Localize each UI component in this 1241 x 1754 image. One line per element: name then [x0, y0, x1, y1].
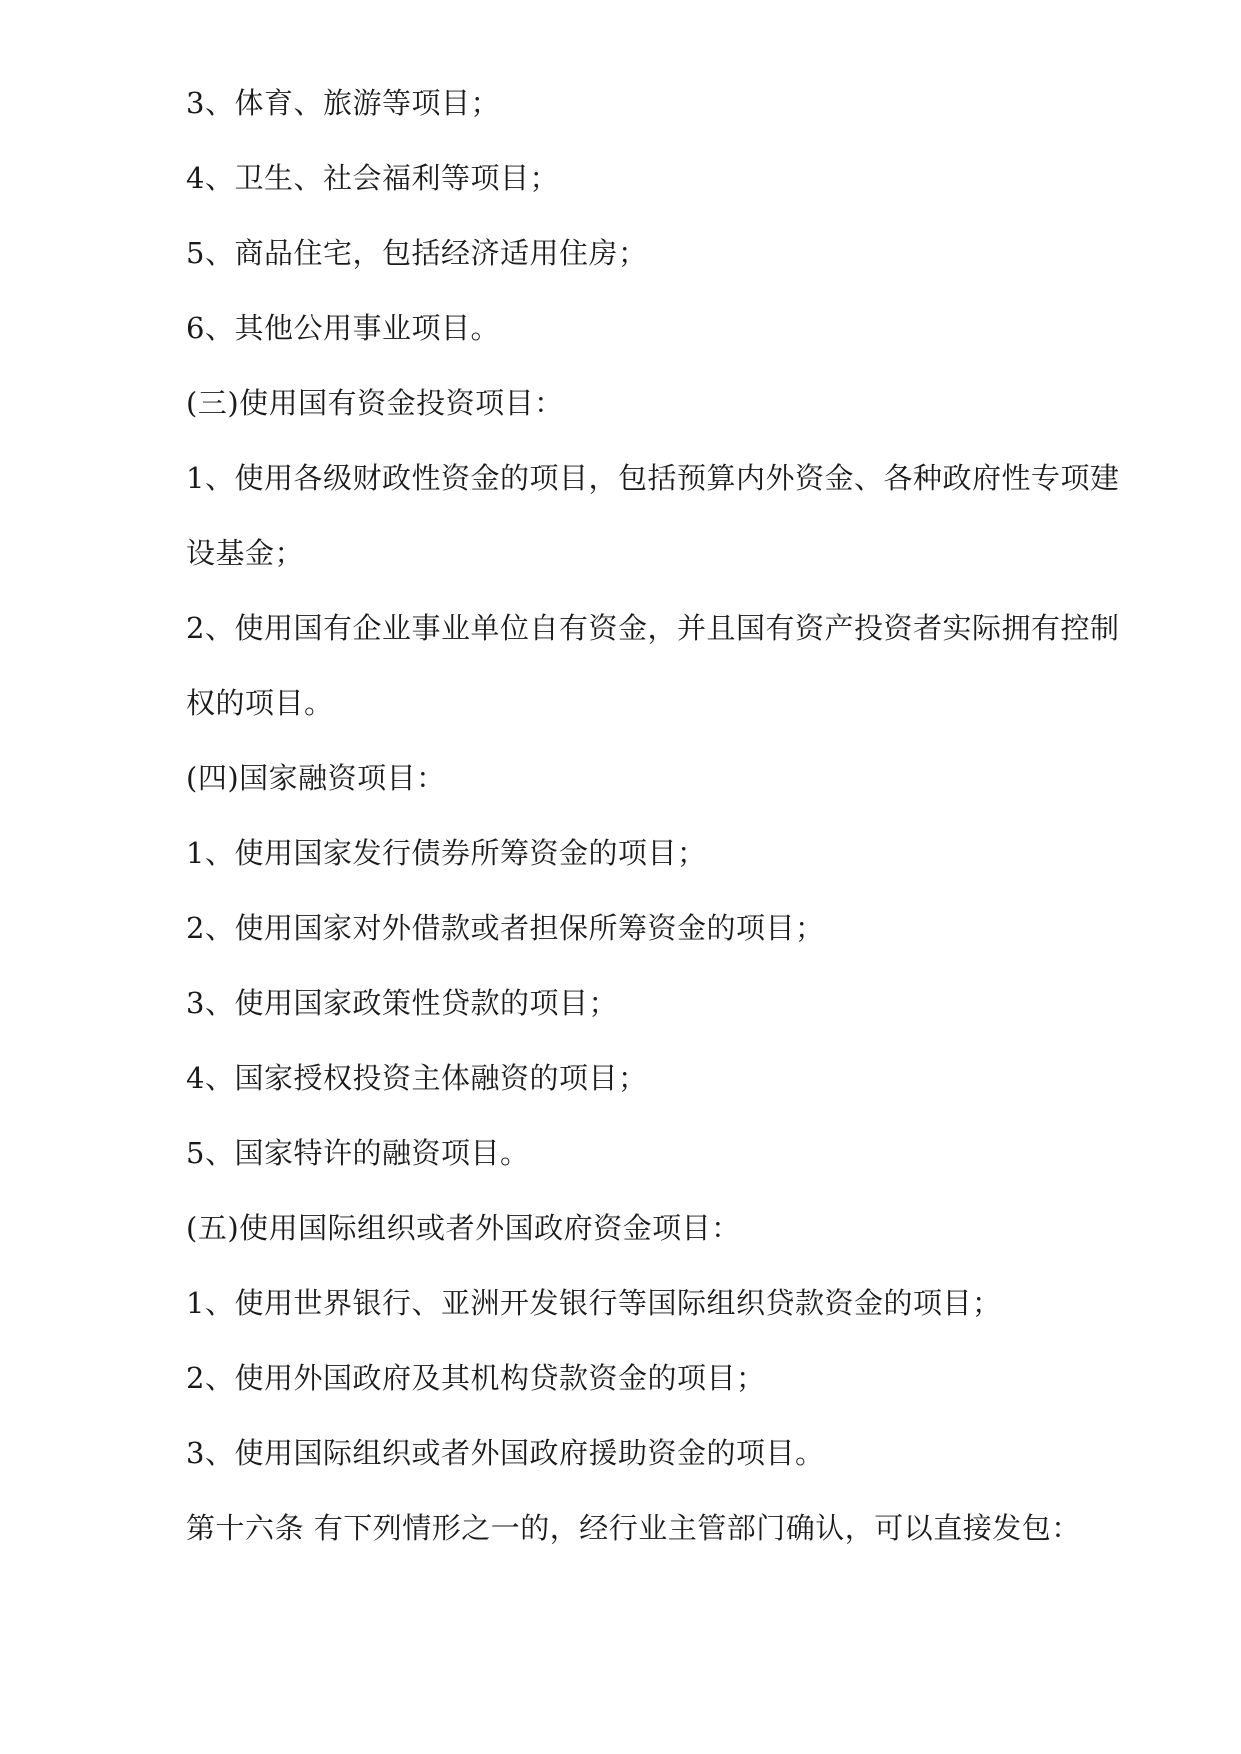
section-heading-international-funds: (五)使用国际组织或者外国政府资金项目：: [186, 1211, 741, 1245]
section-heading-state-funds: (三)使用国有资金投资项目：: [186, 386, 564, 420]
list-item-franchise: 5、国家特许的融资项目。: [186, 1136, 530, 1170]
list-item-sports-tourism: 3、体育、旅游等项目；: [186, 86, 500, 120]
list-item-world-bank: 1、使用世界银行、亚洲开发银行等国际组织贷款资金的项目；: [186, 1286, 1002, 1320]
list-item-authorized-entity: 4、国家授权投资主体融资的项目；: [186, 1061, 648, 1095]
list-item-aid-funds: 3、使用国际组织或者外国政府援助资金的项目。: [186, 1436, 825, 1470]
list-item-bonds: 1、使用国家发行债券所筹资金的项目；: [186, 836, 707, 870]
article-sixteen: 第十六条 有下列情形之一的，经行业主管部门确认，可以直接发包：: [186, 1511, 1081, 1545]
list-item-foreign-government-loans: 2、使用外国政府及其机构贷款资金的项目；: [186, 1361, 766, 1395]
list-item-foreign-loans: 2、使用国家对外借款或者担保所筹资金的项目；: [186, 911, 825, 945]
list-item-other-public: 6、其他公用事业项目。: [186, 311, 500, 345]
document-body: [186, 66, 1146, 1566]
list-item-commercial-housing: 5、商品住宅，包括经济适用住房；: [186, 236, 648, 270]
list-item-health-welfare: 4、卫生、社会福利等项目；: [186, 161, 559, 195]
list-item-fiscal-funds: 1、使用各级财政性资金的项目，包括预算内外资金、各种政府性专项建设基金；: [186, 461, 1120, 570]
list-item-policy-loans: 3、使用国家政策性贷款的项目；: [186, 986, 618, 1020]
section-heading-state-financing: (四)国家融资项目：: [186, 761, 446, 795]
list-item-state-enterprise-funds: 2、使用国有企业事业单位自有资金，并且国有资产投资者实际拥有控制权的项目。: [186, 611, 1120, 720]
